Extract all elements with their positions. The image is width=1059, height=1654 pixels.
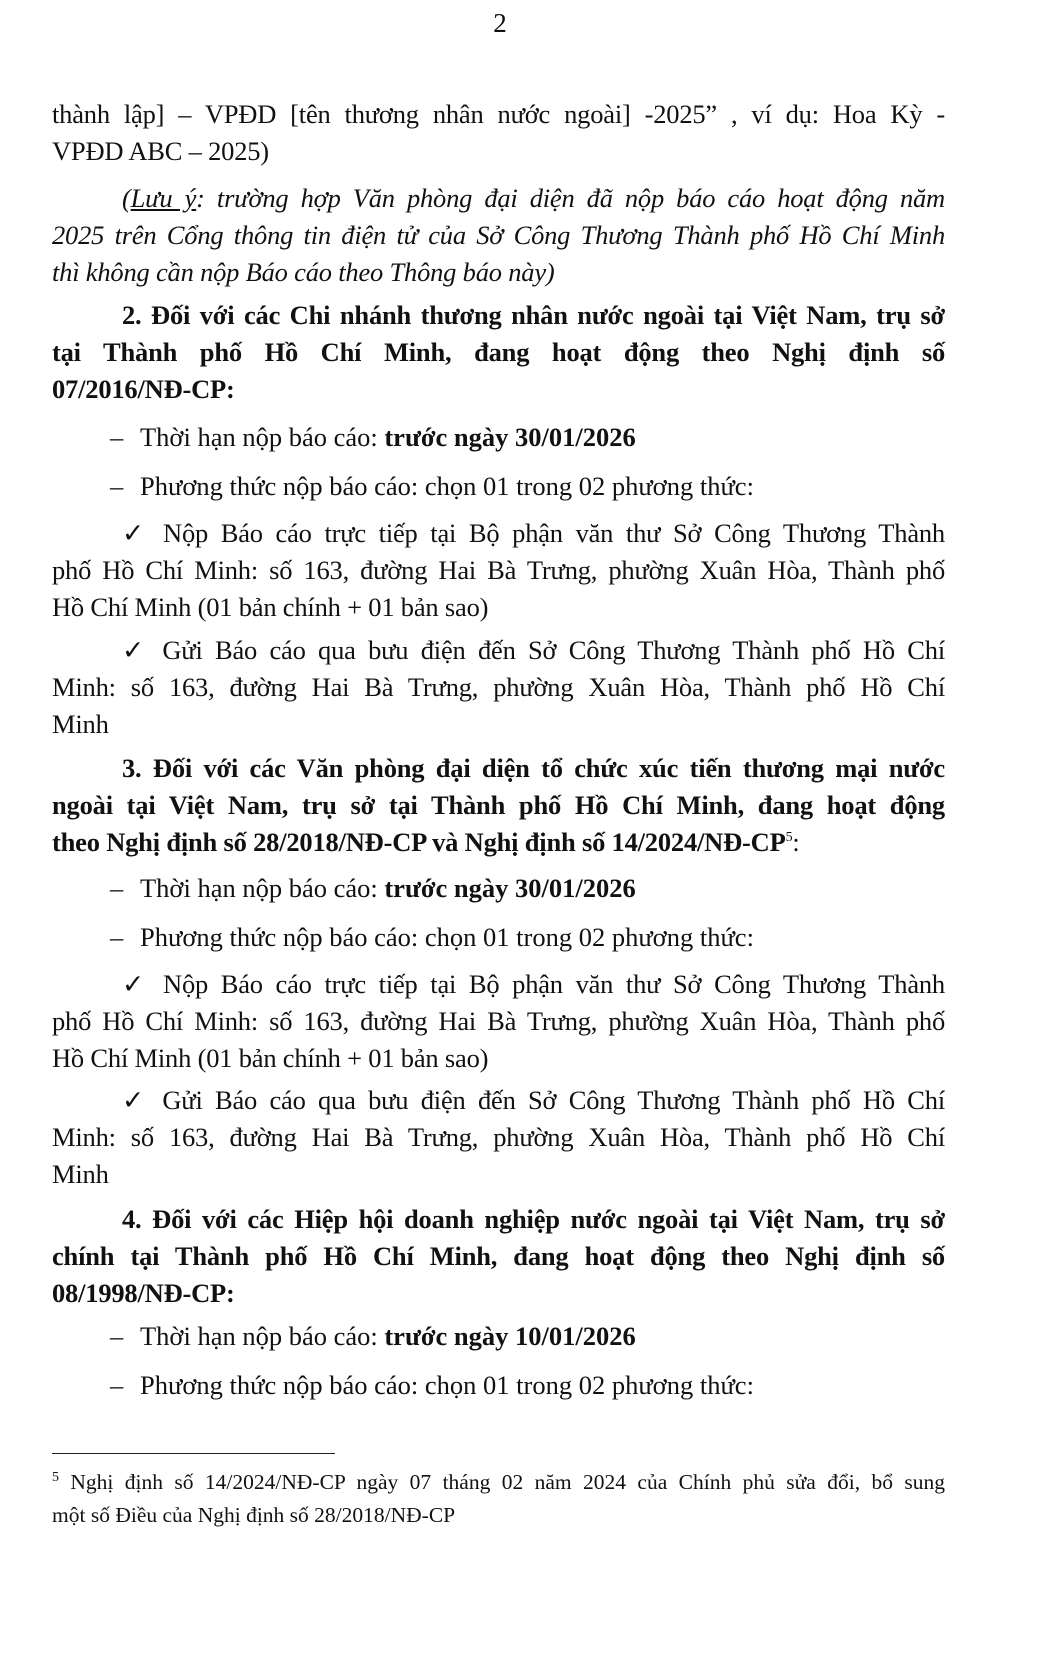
section-3-method bbox=[110, 919, 754, 956]
section-2-option-2 bbox=[52, 632, 945, 743]
deadline-value: trước ngày 30/01/2026 bbox=[384, 873, 636, 903]
footnote bbox=[52, 1466, 945, 1532]
option-text: phố Hồ Chí Minh: số 163, đường Hai Bà Trưng, phường Xuân Hòa, Thành phố bbox=[52, 1006, 945, 1036]
dash-bullet: – bbox=[110, 1321, 124, 1351]
heading-line: 08/1998/NĐ-CP: bbox=[52, 1278, 235, 1308]
option-text: Minh bbox=[52, 709, 109, 739]
section-3-option-1 bbox=[52, 966, 945, 1077]
option-text: Minh: số 163, đường Hai Bà Trưng, phường Xuân Hòa, Thành phố Hồ Chí bbox=[52, 1122, 945, 1152]
section-2-method bbox=[110, 468, 754, 505]
option-text: Minh: số 163, đường Hai Bà Trưng, phường Xuân Hòa, Thành phố Hồ Chí bbox=[52, 672, 945, 702]
footnote-number: 5 bbox=[52, 1469, 59, 1485]
check-icon: ✓ bbox=[122, 518, 151, 548]
note-text: 2025 trên Cổng thông tin điện tử của Sở Công Thương Thành phố Hồ Chí Minh bbox=[52, 220, 945, 250]
check-icon: ✓ bbox=[122, 635, 150, 665]
heading-line: theo Nghị định số 28/2018/NĐ-CP và Nghị định số 14/2024/NĐ-CP bbox=[52, 827, 786, 857]
dash-bullet: – bbox=[110, 873, 124, 903]
deadline-label: Thời hạn nộp báo cáo: bbox=[140, 873, 385, 903]
deadline-value: trước ngày 10/01/2026 bbox=[384, 1321, 636, 1351]
method-label: Phương thức nộp báo cáo: chọn 01 trong 02 phương thức: bbox=[140, 1370, 754, 1400]
heading-line: 07/2016/NĐ-CP: bbox=[52, 374, 235, 404]
heading-line: chính tại Thành phố Hồ Chí Minh, đang hoạt động theo Nghị định số bbox=[52, 1241, 945, 1271]
note-paren: ( bbox=[122, 183, 131, 213]
dash-bullet: – bbox=[110, 471, 124, 501]
footnote-divider bbox=[52, 1453, 335, 1454]
dash-bullet: – bbox=[110, 922, 124, 952]
page-number: 2 bbox=[493, 8, 507, 38]
intro-paragraph bbox=[52, 96, 945, 170]
note-text: : trường hợp Văn phòng đại diện đã nộp báo cáo hoạt động năm bbox=[196, 183, 945, 213]
section-4-method bbox=[110, 1367, 754, 1404]
section-2-option-1 bbox=[52, 515, 945, 626]
section-4-heading bbox=[52, 1201, 945, 1312]
note-label: Lưu ý bbox=[130, 183, 197, 213]
method-label: Phương thức nộp báo cáo: chọn 01 trong 02 phương thức: bbox=[140, 471, 754, 501]
option-text: Gửi Báo cáo qua bưu điện đến Sở Công Thương Thành phố Hồ Chí bbox=[162, 635, 945, 665]
note-text: thì không cần nộp Báo cáo theo Thông báo này) bbox=[52, 257, 555, 287]
option-text: Hồ Chí Minh (01 bản chính + 01 bản sao) bbox=[52, 1043, 489, 1073]
heading-line: 3. Đối với các Văn phòng đại diện tổ chức xúc tiến thương mại nước bbox=[122, 753, 945, 783]
section-3-deadline bbox=[110, 870, 636, 907]
intro-line: VPĐD ABC – 2025) bbox=[52, 136, 269, 166]
check-icon: ✓ bbox=[122, 1085, 150, 1115]
method-label: Phương thức nộp báo cáo: chọn 01 trong 02 phương thức: bbox=[140, 922, 754, 952]
section-3-heading bbox=[52, 750, 945, 861]
option-text: Nộp Báo cáo trực tiếp tại Bộ phận văn thư Sở Công Thương Thành bbox=[163, 518, 945, 548]
footnote-text: một số Điều của Nghị định số 28/2018/NĐ-CP bbox=[52, 1503, 456, 1527]
section-2-deadline bbox=[110, 419, 636, 456]
heading-line: ngoài tại Việt Nam, trụ sở tại Thành phố Hồ Chí Minh, đang hoạt động bbox=[52, 790, 945, 820]
dash-bullet: – bbox=[110, 1370, 124, 1400]
option-text: phố Hồ Chí Minh: số 163, đường Hai Bà Trưng, phường Xuân Hòa, Thành phố bbox=[52, 555, 945, 585]
section-4-deadline bbox=[110, 1318, 636, 1355]
heading-line: tại Thành phố Hồ Chí Minh, đang hoạt động theo Nghị định số bbox=[52, 337, 945, 367]
option-text: Nộp Báo cáo trực tiếp tại Bộ phận văn thư Sở Công Thương Thành bbox=[163, 969, 945, 999]
intro-line: thành lập] – VPĐD [tên thương nhân nước ngoài] -2025” , ví dụ: Hoa Kỳ - bbox=[52, 99, 945, 129]
deadline-label: Thời hạn nộp báo cáo: bbox=[140, 422, 385, 452]
dash-bullet: – bbox=[110, 422, 124, 452]
option-text: Minh bbox=[52, 1159, 109, 1189]
footnote-text: Nghị định số 14/2024/NĐ-CP ngày 07 tháng 02 năm 2024 của Chính phủ sửa đổi, bổ sung bbox=[59, 1470, 945, 1494]
option-text: Gửi Báo cáo qua bưu điện đến Sở Công Thương Thành phố Hồ Chí bbox=[162, 1085, 945, 1115]
heading-tail: : bbox=[792, 827, 800, 857]
section-2-heading bbox=[52, 297, 945, 408]
heading-line: 4. Đối với các Hiệp hội doanh nghiệp nước ngoài tại Việt Nam, trụ sở bbox=[122, 1204, 945, 1234]
option-text: Hồ Chí Minh (01 bản chính + 01 bản sao) bbox=[52, 592, 489, 622]
footnote-ref[interactable]: 5 bbox=[785, 830, 793, 846]
note-paragraph bbox=[52, 180, 945, 291]
deadline-value: trước ngày 30/01/2026 bbox=[384, 422, 636, 452]
deadline-label: Thời hạn nộp báo cáo: bbox=[140, 1321, 385, 1351]
heading-line: 2. Đối với các Chi nhánh thương nhân nước ngoài tại Việt Nam, trụ sở bbox=[122, 300, 945, 330]
section-3-option-2 bbox=[52, 1082, 945, 1193]
check-icon: ✓ bbox=[122, 969, 151, 999]
